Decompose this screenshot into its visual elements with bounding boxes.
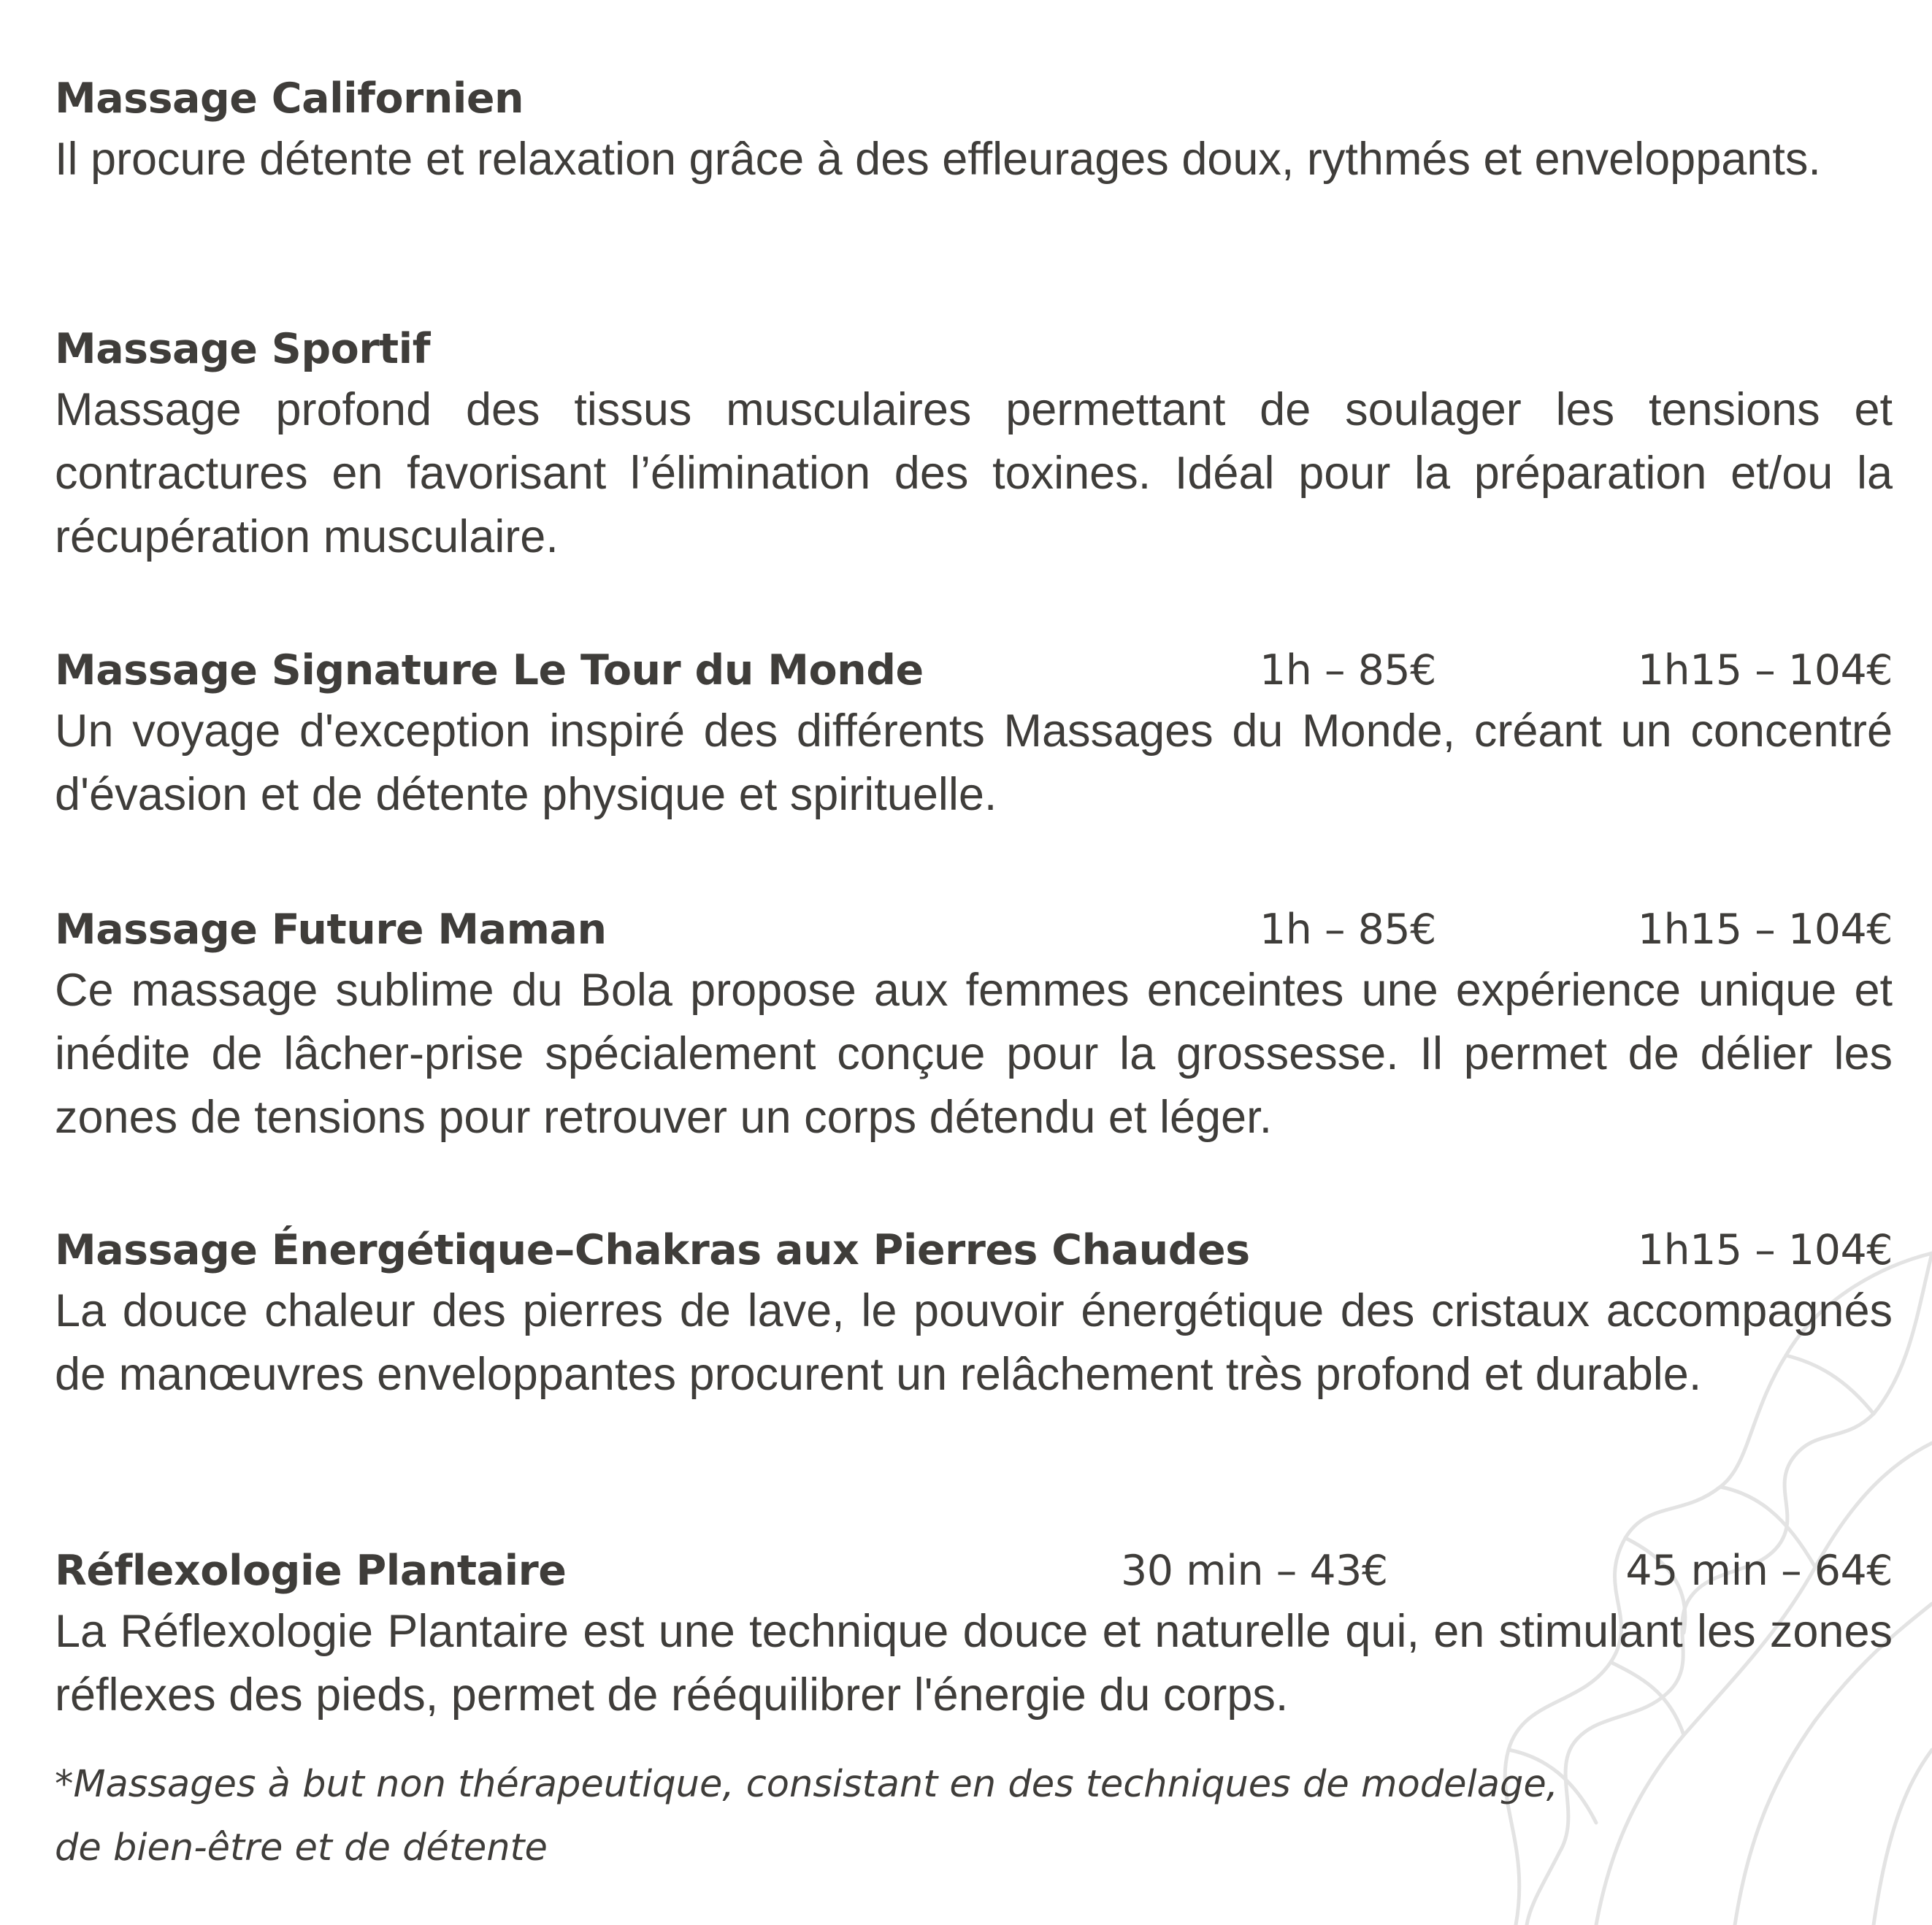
footnote-line-2: de bien-être et de détente [55, 1826, 548, 1869]
footnote-line-1: *Massages à but non thérapeutique, consistant en des techniques de modelage, [55, 1763, 1558, 1806]
service-description: Il procure détente et relaxation grâce à des effleurages doux, rythmés et enveloppants. [55, 134, 1821, 185]
service-title: Massage Sportif [55, 325, 431, 373]
price-30min: 30 min – 43€ [1121, 1547, 1388, 1595]
service-title: Massage Future Maman [55, 906, 607, 954]
service-massage-future-maman [55, 900, 1893, 1149]
service-description: La Réflexologie Plantaire est une technique douce et naturelle qui, en stimulant les zones réflexes des pieds, permet de rééquilibrer l'énergie du corps. [55, 1606, 1893, 1721]
service-title: Massage Signature Le Tour du Monde [55, 646, 924, 694]
price-1h: 1h – 85€ [1260, 646, 1436, 694]
service-title: Réflexologie Plantaire [55, 1547, 567, 1595]
service-title: Massage Californien [55, 74, 524, 123]
service-description: La douce chaleur des pierres de lave, le pouvoir énergétique des cristaux accompagnés de manœuvres enveloppantes procurent un relâchement très profond et durable. [55, 1285, 1893, 1400]
price-1h15: 1h15 – 104€ [1637, 646, 1893, 694]
price-1h15: 1h15 – 104€ [1637, 906, 1893, 954]
service-reflexologie-plantaire [55, 1542, 1893, 1727]
service-massage-signature [55, 641, 1893, 827]
service-massage-californien [55, 69, 1893, 191]
service-massage-energetique [55, 1221, 1893, 1407]
price-1h15: 1h15 – 104€ [1637, 1226, 1893, 1274]
service-title: Massage Énergétique–Chakras aux Pierres Chaudes [55, 1226, 1250, 1274]
price-1h: 1h – 85€ [1260, 906, 1436, 954]
service-description: Massage profond des tissus musculaires permettant de soulager les tensions et contractures en favorisant l’élimination des toxines. Idéal pour la préparation et/ou la récupération musculaire. [55, 384, 1893, 562]
service-description: Ce massage sublime du Bola propose aux femmes enceintes une expérience unique et inédite de lâcher-prise spécialement conçue pour la grossesse. Il permet de délier les zones de tensions pour retrouver un corps détendu et léger. [55, 965, 1893, 1143]
service-description: Un voyage d'exception inspiré des différents Massages du Monde, créant un concentré d'évasion et de détente physique et spirituelle. [55, 705, 1893, 820]
footnote [55, 1753, 1588, 1880]
price-45min: 45 min – 64€ [1625, 1547, 1893, 1595]
service-massage-sportif [55, 320, 1893, 569]
